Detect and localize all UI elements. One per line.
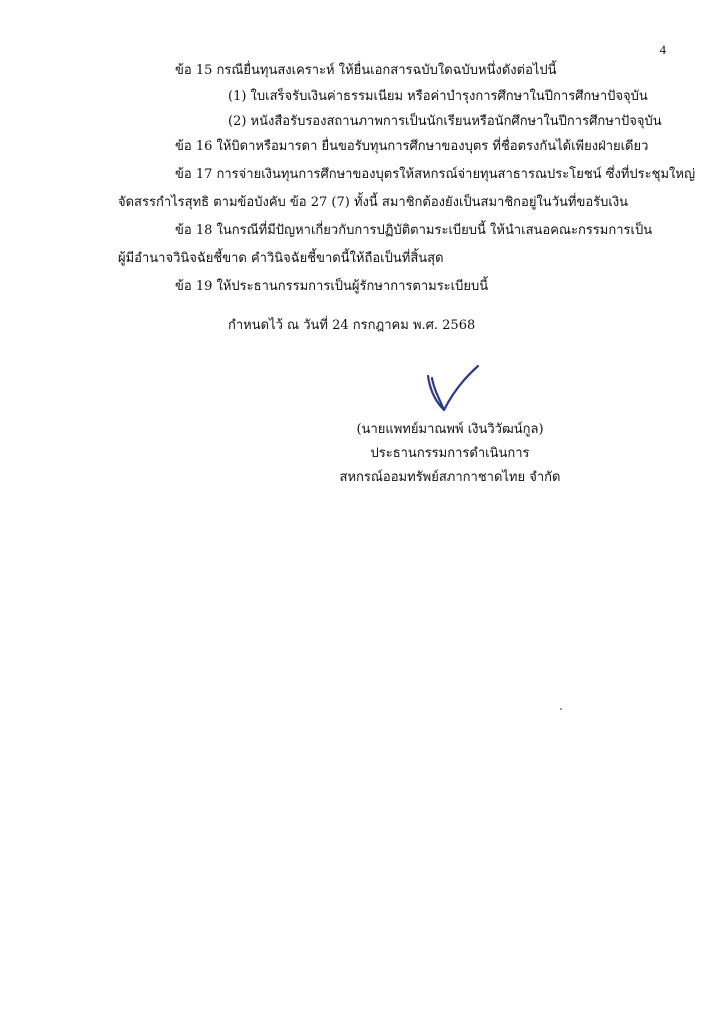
clause-19: ข้อ 19 ให้ประธานกรรมการเป็นผู้รักษาการตามระเบียบนี้ [175, 279, 489, 294]
clause-18-line-1: ข้อ 18 ในกรณีที่มีปัญหาเกี่ยวกับการปฏิบัติตามระเบียบนี้ ให้นำเสนอคณะกรรมการเป็น [175, 223, 653, 238]
signatory-organization: สหกรณ์ออมทรัพย์สภากาชาดไทย จำกัด [339, 470, 561, 485]
clause-16: ข้อ 16 ให้บิดาหรือมารดา ยื่นขอรับทุนการศึกษาของบุตร ที่ชื่อตรงกันได้เพียงฝ่ายเดียว [175, 139, 649, 154]
clause-15-item-1: (1) ใบเสร็จรับเงินค่าธรรมเนียม หรือค่าบำรุงการศึกษาในปีการศึกษาปัจจุบัน [228, 89, 648, 104]
clause-15: ข้อ 15 กรณียื่นทุนสงเคราะห์ ให้ยื่นเอกสารฉบับใดฉบับหนึ่งดังต่อไปนี้ [175, 63, 557, 78]
clause-17-line-2: จัดสรรกำไรสุทธิ ตามข้อบังคับ ข้อ 27 (7) ทั้งนี้ สมาชิกต้องยังเป็นสมาชิกอยู่ในวันที่ขอรับเงิน [118, 195, 629, 210]
signature-mark [420, 360, 490, 420]
signatory-name: (นายแพทย์มาณพพ์ เงินวิวัฒน์กูล) [356, 422, 544, 437]
page-number: 4 [659, 42, 666, 57]
clause-17-line-1: ข้อ 17 การจ่ายเงินทุนการศึกษาของบุตรให้สหกรณ์จ่ายทุนสาธารณประโยชน์ ซึ่งที่ประชุมใหญ่ [175, 167, 696, 182]
signature-block [330, 418, 570, 490]
clause-18-line-2: ผู้มีอำนาจวินิจฉัยชี้ขาด คำวินิจฉัยชี้ขาดนี้ให้ถือเป็นที่สิ้นสุด [118, 251, 444, 266]
clause-15-item-2: (2) หนังสือรับรองสถานภาพการเป็นนักเรียนหรือนักศึกษาในปีการศึกษาปัจจุบัน [228, 114, 662, 129]
date-line: กำหนดไว้ ณ วันที่ 24 กรกฎาคม พ.ศ. 2568 [228, 318, 476, 333]
signatory-position: ประธานกรรมการดำเนินการ [370, 446, 530, 461]
scan-speck [560, 708, 562, 710]
